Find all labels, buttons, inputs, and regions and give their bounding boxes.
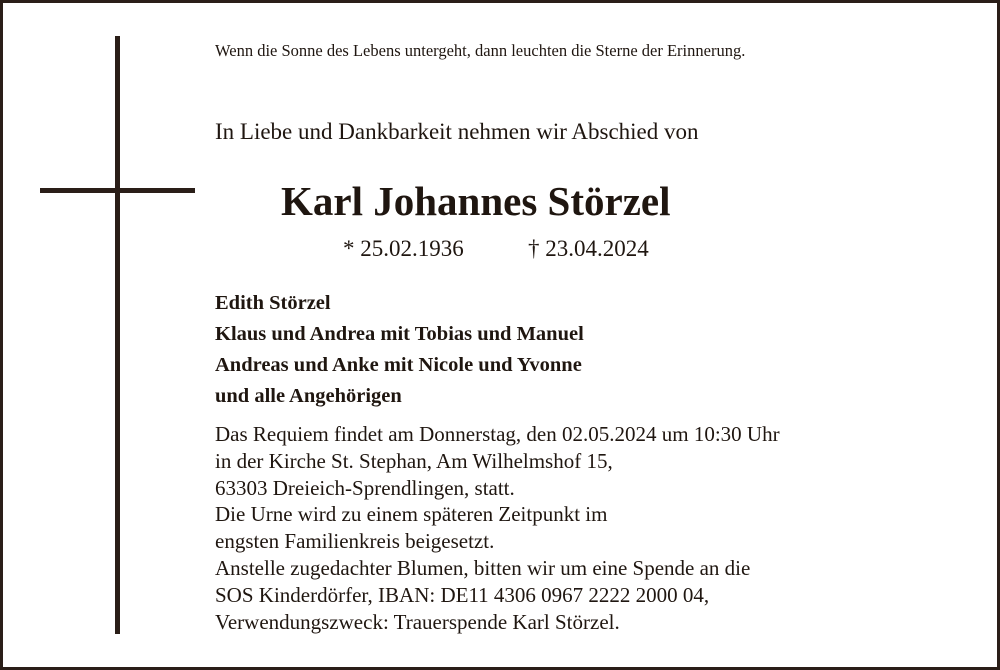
details-line: 63303 Dreieich-Sprendlingen, statt. (215, 475, 515, 500)
service-details (215, 421, 780, 635)
details-line: Das Requiem findet am Donnerstag, den 02.05.2024 um 10:30 Uhr (215, 422, 780, 446)
intro-text: In Liebe und Dankbarkeit nehmen wir Abschied von (215, 119, 699, 144)
details-line: Die Urne wird zu einem späteren Zeitpunkt im (215, 502, 608, 527)
motto-quote: Wenn die Sonne des Lebens untergeht, dann leuchten die Sterne der Erinnerung. (215, 41, 746, 60)
details-line: in der Kirche St. Stephan, Am Wilhelmshof 15, (215, 448, 613, 473)
details-line: Verwendungszweck: Trauerspende Karl Störzel. (215, 609, 620, 634)
birth-date: * 25.02.1936 (343, 236, 464, 261)
mourner-line: und alle Angehörigen (215, 385, 402, 407)
cross-vertical-beam (115, 36, 120, 634)
details-line: Anstelle zugedachter Blumen, bitten wir um eine Spende an die (215, 555, 751, 580)
details-line: SOS Kinderdörfer, IBAN: DE11 4306 0967 2222 2000 04, (215, 582, 710, 607)
mourners-list (215, 288, 584, 412)
death-date: † 23.04.2024 (528, 236, 649, 261)
deceased-name: Karl Johannes Störzel (281, 178, 671, 224)
mourner-line: Klaus und Andrea mit Tobias und Manuel (215, 323, 584, 345)
cross-horizontal-beam (40, 188, 195, 193)
mourner-line: Edith Störzel (215, 292, 331, 314)
mourner-line: Andreas und Anke mit Nicole und Yvonne (215, 354, 582, 376)
details-line: engsten Familienkreis beigesetzt. (215, 529, 495, 554)
